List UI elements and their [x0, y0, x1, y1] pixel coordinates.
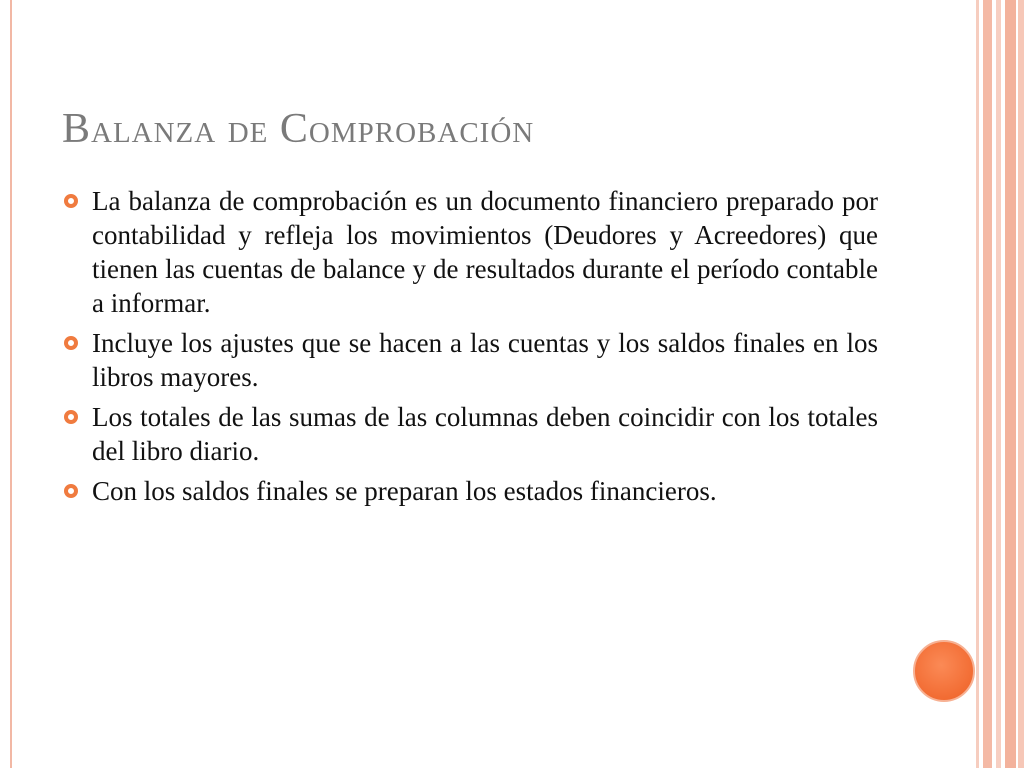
bullet-text: Los totales de las sumas de las columnas deben coincidir con los totales del libro diario. — [92, 402, 878, 466]
bullet-text: Incluye los ajustes que se hacen a las cuentas y los saldos finales en los libros mayores. — [92, 328, 878, 392]
bullet-item — [62, 184, 878, 320]
slide-title: Balanza de Comprobación — [62, 106, 535, 152]
decorative-stripe — [983, 0, 992, 768]
decorative-stripe — [976, 0, 979, 768]
decorative-stripe — [996, 0, 1001, 768]
circle-bullet-icon — [64, 194, 78, 208]
decorative-stripe — [1005, 0, 1016, 768]
bullet-item — [62, 474, 878, 508]
bullet-text: Con los saldos finales se preparan los estados financieros. — [92, 476, 717, 506]
bullet-text: La balanza de comprobación es un documento financiero preparado por contabilidad y refleja los movimientos (Deudores y Acreedores) que tienen las cuentas de balance y de resultados durante el período contable a informar. — [92, 186, 878, 318]
bullet-item — [62, 400, 878, 468]
left-border-line — [10, 0, 12, 768]
circle-bullet-icon — [64, 336, 78, 350]
circle-bullet-icon — [64, 484, 78, 498]
decorative-orange-circle-icon — [913, 640, 975, 702]
decorative-stripe — [1018, 0, 1024, 768]
circle-bullet-icon — [64, 410, 78, 424]
bullet-item — [62, 326, 878, 394]
bullet-list — [62, 184, 878, 514]
